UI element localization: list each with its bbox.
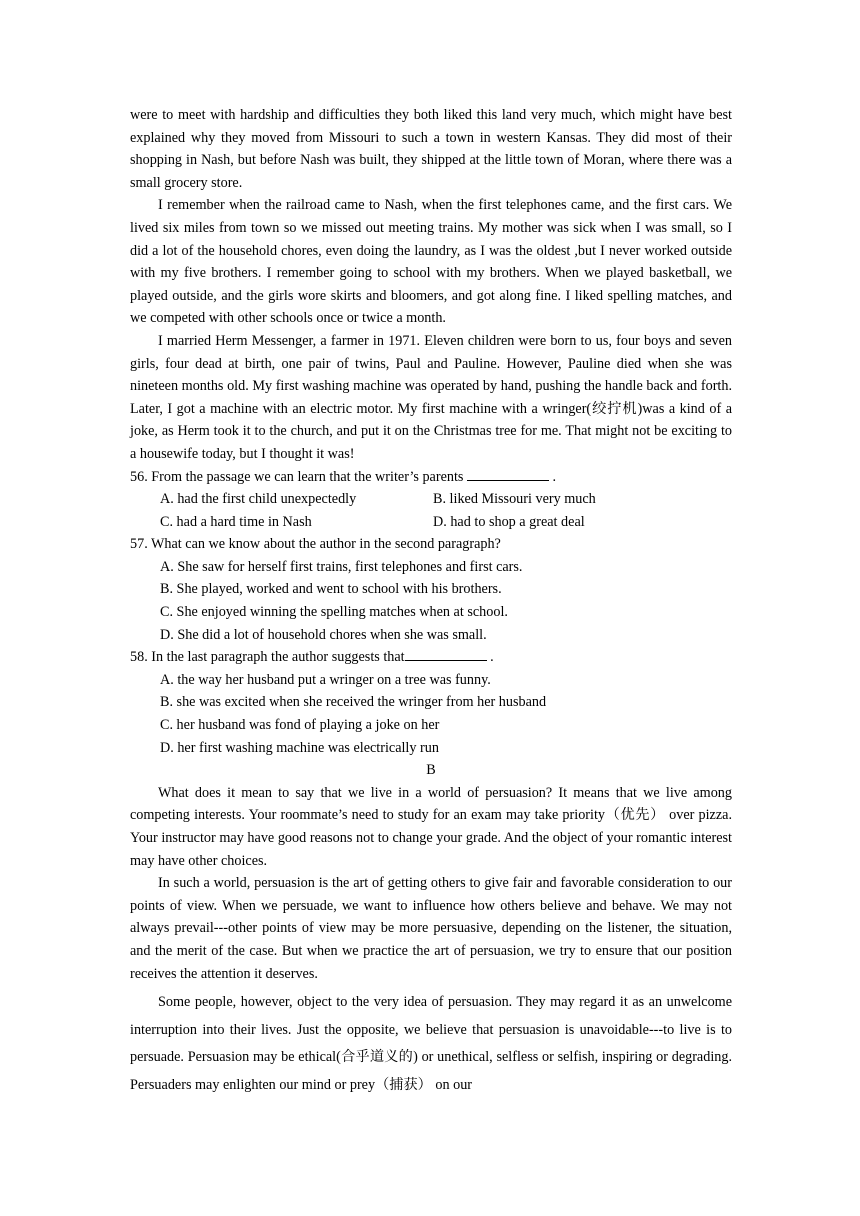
answer-blank <box>467 467 549 481</box>
question-56-stem: 56. From the passage we can learn that the writer’s parents . <box>130 468 557 485</box>
question-56-options-row-1 <box>160 488 732 511</box>
passage-a-paragraph-3: I married Herm Messenger, a farmer in 1971. Eleven children were born to us, four boys and seven girls, four dead at birth, one pair of twins, Paul and Pauline. However, Pauline died when she was nineteen months old. My first washing machine was operated by hand, pushing the handle back and forth. Later, I got a machine with an electric motor. My first machine with a wringer(绞拧机)was a kind of a joke, as Herm took it to the church, and put it on the Christmas tree for me. That might not be exciting to a housewife today, but I thought it was! <box>130 332 732 462</box>
option-d: D. had to shop a great deal <box>433 513 585 530</box>
document-page <box>130 104 732 1099</box>
passage-b-paragraph-1: What does it mean to say that we live in a world of persuasion? It means that we live among competing interests. Your roommate’s need to study for an exam may take priority（优先） over pizza. Your instructor may have good reasons not to change your grade. And the object of your romantic interest may have other choices. <box>130 784 732 869</box>
option-c: C. her husband was fond of playing a joke on her <box>160 717 440 734</box>
section-heading: B <box>426 762 436 779</box>
option-d: D. She did a lot of household chores when she was small. <box>160 626 487 643</box>
option-b: B. she was excited when she received the wringer from her husband <box>160 694 547 711</box>
question-57-stem: 57. What can we know about the author in the second paragraph? <box>130 536 501 553</box>
passage-b-paragraph-3: Some people, however, object to the very idea of persuasion. They may regard it as an unwelcome interruption into their lives. Just the opposite, we believe that persuasion is unavoidable---to live is to persuade. Persuasion may be ethical(合乎道义的) or unethical, selfless or selfish, inspiring or degrading. Persuaders may enlighten our mind or prey（捕获） on our <box>130 994 732 1093</box>
passage-a-paragraph-2: I remember when the railroad came to Nash, when the first telephones came, and the first cars. We lived six miles from town so we missed out meeting trains. My mother was sick when I was small, so I did a lot of the household chores, even doing the laundry, as I was the oldest ,but I never worked outside with my five brothers. I remember going to school with my brothers. When we played basketball, we played outside, and the girls wore skirts and bloomers, and got along fine. I liked spelling matches, and we competed with other schools once or twice a month. <box>130 197 732 327</box>
option-c: C. She enjoyed winning the spelling matches when at school. <box>160 604 508 621</box>
option-a: A. She saw for herself first trains, first telephones and first cars. <box>160 558 523 575</box>
option-a: A. the way her husband put a wringer on a tree was funny. <box>160 671 491 688</box>
passage-a-paragraph-1: were to meet with hardship and difficulties they both liked this land very much, which might have best explained why they moved from Missouri to such a town in western Kansas. They did most of their shopping in Nash, but before Nash was built, they shipped at the little town of Moran, where there was a small grocery store. <box>130 107 732 191</box>
option-d: D. her first washing machine was electrically run <box>160 739 439 756</box>
question-58-stem: 58. In the last paragraph the author suggests that . <box>130 649 494 666</box>
option-c: C. had a hard time in Nash <box>160 513 312 530</box>
answer-blank <box>405 647 487 661</box>
option-b: B. liked Missouri very much <box>433 491 596 508</box>
option-b: B. She played, worked and went to school with his brothers. <box>160 581 502 598</box>
question-56-options-row-2 <box>160 511 732 534</box>
passage-b-paragraph-2: In such a world, persuasion is the art of getting others to give fair and favorable consideration to our points of view. When we persuade, we want to influence how others believe and behave. We may not always prevail---other points of view may be more persuasive, depending on the listener, the situation, and the merit of the case. But when we practice the art of persuasion, we try to ensure that our position receives the attention it deserves. <box>130 875 732 982</box>
option-a: A. had the first child unexpectedly <box>160 491 357 508</box>
